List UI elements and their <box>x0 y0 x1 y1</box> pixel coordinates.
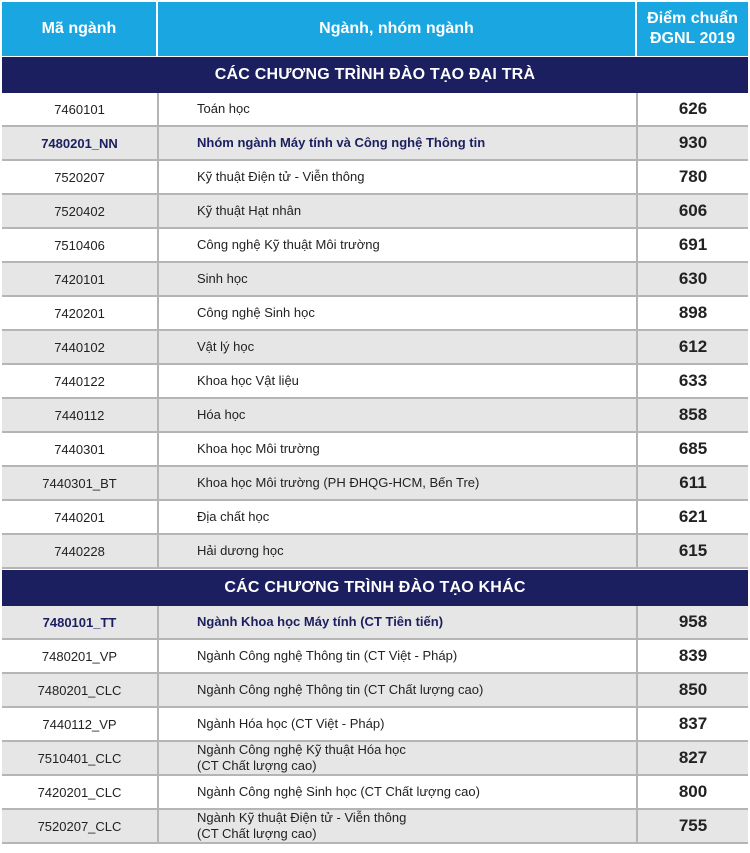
admission-score-table <box>2 2 748 844</box>
program-name: Hóa học <box>159 399 638 431</box>
cutoff-score: 837 <box>678 714 708 733</box>
program-name: Ngành Công nghệ Thông tin (CT Chất lượng cao) <box>159 674 638 706</box>
program-name: Ngành Công nghệ Thông tin (CT Việt - Pháp) <box>159 640 638 672</box>
section-header: CÁC CHƯƠNG TRÌNH ĐÀO TẠO ĐẠI TRÀ <box>2 57 748 93</box>
table-row <box>2 742 748 776</box>
table-row <box>2 433 748 467</box>
table-row <box>2 229 748 263</box>
program-code: 7420201_CLC <box>2 776 159 808</box>
program-code: 7440201 <box>2 501 159 533</box>
program-name: Địa chất học <box>159 501 638 533</box>
cutoff-score: 633 <box>678 371 708 390</box>
program-code: 7420201 <box>2 297 159 329</box>
header-score: Điểm chuẩn ĐGNL 2019 <box>647 10 738 47</box>
program-code: 7440112 <box>2 399 159 431</box>
cutoff-score: 898 <box>678 303 708 322</box>
program-code: 7520207_CLC <box>2 810 159 842</box>
program-name: Nhóm ngành Máy tính và Công nghệ Thông tin <box>159 127 638 159</box>
program-name: Ngành Hóa học (CT Việt - Pháp) <box>159 708 638 740</box>
program-name: Ngành Công nghệ Kỹ thuật Hóa học (CT Chất lượng cao) <box>159 742 638 774</box>
program-name: Toán học <box>159 93 638 125</box>
cutoff-score: 615 <box>678 541 708 560</box>
cutoff-score: 612 <box>678 337 708 356</box>
table-row <box>2 93 748 127</box>
header-name: Ngành, nhóm ngành <box>158 2 637 56</box>
cutoff-score: 850 <box>678 680 708 699</box>
table-row <box>2 127 748 161</box>
program-name: Kỹ thuật Hạt nhân <box>159 195 638 227</box>
program-code: 7440301 <box>2 433 159 465</box>
cutoff-score: 958 <box>678 612 708 631</box>
program-code: 7480201_CLC <box>2 674 159 706</box>
program-name: Khoa học Môi trường <box>159 433 638 465</box>
table-row <box>2 640 748 674</box>
table-row <box>2 501 748 535</box>
table-row <box>2 535 748 569</box>
program-name: Ngành Khoa học Máy tính (CT Tiên tiến) <box>159 606 638 638</box>
program-code: 7440301_BT <box>2 467 159 499</box>
program-name: Vật lý học <box>159 331 638 363</box>
program-code: 7480201_NN <box>2 127 159 159</box>
program-name: Kỹ thuật Điện tử - Viễn thông <box>159 161 638 193</box>
table-row <box>2 263 748 297</box>
program-name: Ngành Công nghệ Sinh học (CT Chất lượng cao) <box>159 776 638 808</box>
cutoff-score: 827 <box>678 748 708 767</box>
cutoff-score: 930 <box>678 133 708 152</box>
program-code: 7510401_CLC <box>2 742 159 774</box>
table-row <box>2 776 748 810</box>
program-code: 7480101_TT <box>2 606 159 638</box>
table-row <box>2 365 748 399</box>
program-code: 7460101 <box>2 93 159 125</box>
table-row <box>2 708 748 742</box>
program-code: 7510406 <box>2 229 159 261</box>
program-name: Ngành Kỹ thuật Điện tử - Viễn thông (CT Chất lượng cao) <box>159 810 638 842</box>
header-code: Mã ngành <box>2 2 158 56</box>
cutoff-score: 621 <box>678 507 708 526</box>
table-row <box>2 297 748 331</box>
table-row <box>2 810 748 844</box>
program-name: Khoa học Vật liệu <box>159 365 638 397</box>
program-name: Công nghệ Sinh học <box>159 297 638 329</box>
table-header <box>2 2 748 56</box>
table-row <box>2 467 748 501</box>
cutoff-score: 839 <box>678 646 708 665</box>
program-code: 7520207 <box>2 161 159 193</box>
cutoff-score: 685 <box>678 439 708 458</box>
cutoff-score: 858 <box>678 405 708 424</box>
program-code: 7440112_VP <box>2 708 159 740</box>
cutoff-score: 606 <box>678 201 708 220</box>
table-row <box>2 606 748 640</box>
program-code: 7440228 <box>2 535 159 567</box>
table-row <box>2 331 748 365</box>
cutoff-score: 800 <box>678 782 708 801</box>
program-name: Sinh học <box>159 263 638 295</box>
cutoff-score: 755 <box>678 816 708 835</box>
table-row <box>2 161 748 195</box>
program-name: Hải dương học <box>159 535 638 567</box>
program-code: 7420101 <box>2 263 159 295</box>
program-code: 7440122 <box>2 365 159 397</box>
program-code: 7480201_VP <box>2 640 159 672</box>
program-code: 7440102 <box>2 331 159 363</box>
program-code: 7520402 <box>2 195 159 227</box>
cutoff-score: 611 <box>679 473 707 492</box>
table-row <box>2 195 748 229</box>
cutoff-score: 691 <box>678 235 708 254</box>
table-row <box>2 399 748 433</box>
cutoff-score: 626 <box>678 99 708 118</box>
program-name: Công nghệ Kỹ thuật Môi trường <box>159 229 638 261</box>
table-row <box>2 674 748 708</box>
program-name: Khoa học Môi trường (PH ĐHQG-HCM, Bến Tre) <box>159 467 638 499</box>
section-header: CÁC CHƯƠNG TRÌNH ĐÀO TẠO KHÁC <box>2 570 748 606</box>
cutoff-score: 780 <box>678 167 708 186</box>
cutoff-score: 630 <box>678 269 708 288</box>
